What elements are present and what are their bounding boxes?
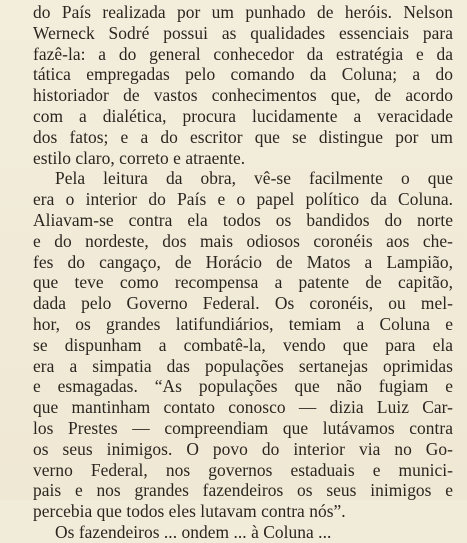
text-line: verno Federal, nos governos estaduais e munici- xyxy=(33,459,453,480)
text-line: com a dialética, procura lucidamente a veracidade xyxy=(33,105,453,126)
text-line: se dispunham a combatê-la, vendo que para ela xyxy=(33,334,453,355)
text-line: que mantinham contato conosco — dizia Luiz Car- xyxy=(33,397,453,418)
text-line: dada pelo Governo Federal. Os coronéis, ou mel- xyxy=(33,293,453,314)
text-line: los Prestes — compreendiam que lutávamos contra xyxy=(33,417,453,438)
text-line: percebia que todos eles lutavam contra nós”. xyxy=(33,501,346,522)
text-line: e esmagadas. “As populações que não fugiam e xyxy=(33,376,453,397)
text-line: era a simpatia das populações sertanejas oprimidas xyxy=(33,355,453,376)
text-line: que teve como recompensa a patente de capitão, xyxy=(33,272,453,293)
text-line: do País realizada por um punhado de heróis. Nelson xyxy=(33,2,453,22)
text-line: fazê-la: a do general conhecedor da estratégia e da xyxy=(33,43,453,64)
text-line: Aliavam-se contra ela todos os bandidos do norte xyxy=(33,209,453,230)
text-line: fes do cangaço, de Horácio de Matos a Lampião, xyxy=(33,251,453,272)
text-line: hor, os grandes latifundiários, temiam a Coluna e xyxy=(33,313,453,334)
text-line: e do nordeste, dos mais odiosos coronéis aos che- xyxy=(33,230,453,251)
text-line: era o interior do País e o papel político da Coluna. xyxy=(33,189,453,210)
partial-text-line: Os fazendeiros ... ondem ... à Coluna ... xyxy=(55,521,332,542)
text-line: estilo claro, correto e atraente. xyxy=(33,147,246,168)
body-text xyxy=(33,2,453,542)
text-line: pais e nos grandes fazendeiros os seus inimigos e xyxy=(33,480,453,501)
text-line: dos fatos; e a do escritor que se distingue por um xyxy=(33,126,453,147)
paragraph-start-line: Pela leitura da obra, vê-se facilmente o que xyxy=(55,168,453,189)
text-line: os seus inimigos. O povo do interior via no Go- xyxy=(33,438,453,459)
text-line: historiador de vastos conhecimentos que, de acordo xyxy=(33,85,453,106)
text-line: Werneck Sodré possui as qualidades essenciais para xyxy=(33,22,453,43)
text-line: tática empregadas pelo comando da Coluna; a do xyxy=(33,64,453,85)
